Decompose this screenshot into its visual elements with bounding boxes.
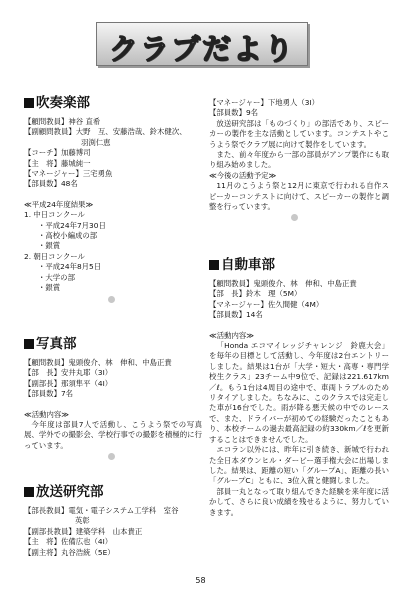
separator-dot-icon bbox=[291, 214, 298, 221]
brass-info bbox=[24, 117, 202, 303]
auto-info bbox=[209, 279, 389, 518]
broadcast-info bbox=[24, 506, 202, 558]
brass-captain: 【主 将】藤城純一 bbox=[24, 158, 91, 168]
auto-activity-title: ≪活動内容≫ bbox=[209, 330, 255, 340]
broadcast-advisor: 【部長教員】電気・電子システム工学科 室谷 bbox=[24, 506, 179, 515]
section-heading-photo: 写真部 bbox=[24, 336, 77, 352]
square-bullet-icon bbox=[24, 98, 34, 108]
auto-activity-text-3: 部員一丸となって取り組んできた経験を来年度に活かして、さらに良い成績を残せるように、努力していきます。 bbox=[209, 486, 389, 517]
section-heading-broadcast: 放送研究部 bbox=[24, 484, 104, 500]
separator-dot-icon bbox=[108, 296, 115, 303]
photo-info bbox=[24, 358, 202, 460]
brass-advisor: 【顧問教員】神谷 直希 bbox=[24, 117, 101, 126]
section-heading-auto: 自動車部 bbox=[209, 257, 275, 273]
brass-result-detail: ・平成24年7月30日 bbox=[38, 220, 106, 230]
square-bullet-icon bbox=[209, 260, 219, 270]
broadcast-plan-text: 11月のこうよう祭と12月に東京で行われる自作スピーカーコンテストに向けて、スピーカーの製作と調整を行っています。 bbox=[209, 181, 389, 212]
brass-result-detail: ・平成24年8月5日 bbox=[38, 262, 102, 272]
photo-advisor: 【顧問教員】鬼頭俊介、林 伸和、中島正貴 bbox=[24, 358, 172, 367]
brass-results-title: ≪平成24年度結果≫ bbox=[24, 199, 94, 209]
separator-dot-icon bbox=[108, 453, 115, 460]
photo-members: 【部員数】7名 bbox=[24, 389, 74, 399]
broadcast-activity-text: 放送研究部は「ものづくり」の部活であり、スピーカーの製作を主な活動としています。コンテストやこうよう祭でクラブ展に向けて製作をしています。 bbox=[209, 118, 389, 149]
brass-coach: 【コーチ】加藤博司 bbox=[24, 148, 91, 158]
broadcast-plan-title: ≪今後の活動予定≫ bbox=[209, 170, 277, 180]
square-bullet-icon bbox=[24, 339, 34, 349]
brass-sub-advisor: 【副顧問教員】大野 互、安藤浩哉、鈴木健次、 bbox=[24, 127, 187, 137]
broadcast-sub-advisor: 【副部長教員】建築学科 山本貴正 bbox=[24, 526, 143, 536]
brass-sub-advisor-cont: 羽渕仁恵 bbox=[81, 137, 111, 147]
auto-members: 【部員数】14名 bbox=[209, 310, 263, 320]
auto-advisor: 【顧問教員】鬼頭俊介、林 伸和、中島正貴 bbox=[209, 279, 357, 288]
photo-leader: 【部 長】安井丸耶（3I） bbox=[24, 368, 113, 378]
auto-activity-text: 「Honda エコマイレッジチャレンジ 鈴鹿大会」を毎年の目標として活動し、今年度は2台エントリーしました。結果は1台が「大学・短大・高専・専門学校生クラス」23チーム中9位で、記録は221.617km／ℓ。もう1台は4周目の途中で、車両トラブルのためリタイアしました。ちなみに、このクラスでは完走した車が16台でした。雨が降る悪天候の中でのレースで、また、ドライバーが初めての経験だったこともあり、本校チームの過去最高記録の約330km／ℓを更新することはできませんでした。 bbox=[209, 341, 389, 444]
auto-manager: 【マネージャー】佐久間健（4M） bbox=[209, 299, 324, 309]
brass-result-item: 1. 中日コンクール bbox=[24, 210, 85, 220]
square-bullet-icon bbox=[24, 487, 34, 497]
brass-result-detail: ・銀賞 bbox=[38, 283, 61, 293]
broadcast-members: 【部員数】9名 bbox=[209, 108, 259, 118]
title-banner bbox=[96, 22, 308, 66]
brass-manager: 【マネージャー】三宅勇魚 bbox=[24, 169, 113, 179]
photo-activity-title: ≪活動内容≫ bbox=[24, 409, 70, 419]
brass-members: 【部員数】48名 bbox=[24, 179, 78, 189]
brass-result-detail: ・大学の部 bbox=[38, 272, 75, 282]
section-heading-brass: 吹奏楽部 bbox=[24, 95, 90, 111]
photo-activity-text: 今年度は部員7人で活動し、こうよう祭での写真展、学外での撮影会、学校行事での撮影を積極的に行っています。 bbox=[24, 420, 202, 450]
broadcast-vice-captain: 【副主将】丸谷浩統（5E） bbox=[24, 547, 115, 557]
broadcast-activity-text-2: また、前々年度から一部の部員がアンプ製作にも取り組み始めました。 bbox=[209, 150, 389, 170]
broadcast-manager: 【マネージャー】下地勇人（3I） bbox=[209, 98, 320, 107]
auto-leader: 【部 長】鈴木 理（5M） bbox=[209, 289, 302, 299]
brass-result-item: 2. 朝日コンクール bbox=[24, 251, 85, 261]
page-number: 58 bbox=[195, 576, 206, 585]
brass-result-detail: ・銀賞 bbox=[38, 241, 61, 251]
photo-sub-leader: 【副部長】那須隼平（4I） bbox=[24, 378, 113, 388]
broadcast-captain: 【主 将】佐備広也（4I） bbox=[24, 537, 113, 547]
page-title: クラブだより bbox=[108, 32, 295, 66]
auto-activity-text-2: エコラン以外には、昨年に引き続き、新城で行われた全日本ダウンヒル・ダービー選手権大会に出場しました。結果は、距離の短い「グループA」、距離の長い「グループC」ともに、3位入賞と健闘しました。 bbox=[209, 445, 389, 486]
broadcast-advisor-cont: 英彰 bbox=[75, 516, 90, 526]
brass-result-detail: ・高校小編成の部 bbox=[38, 231, 98, 241]
broadcast-info-continued bbox=[209, 98, 389, 221]
